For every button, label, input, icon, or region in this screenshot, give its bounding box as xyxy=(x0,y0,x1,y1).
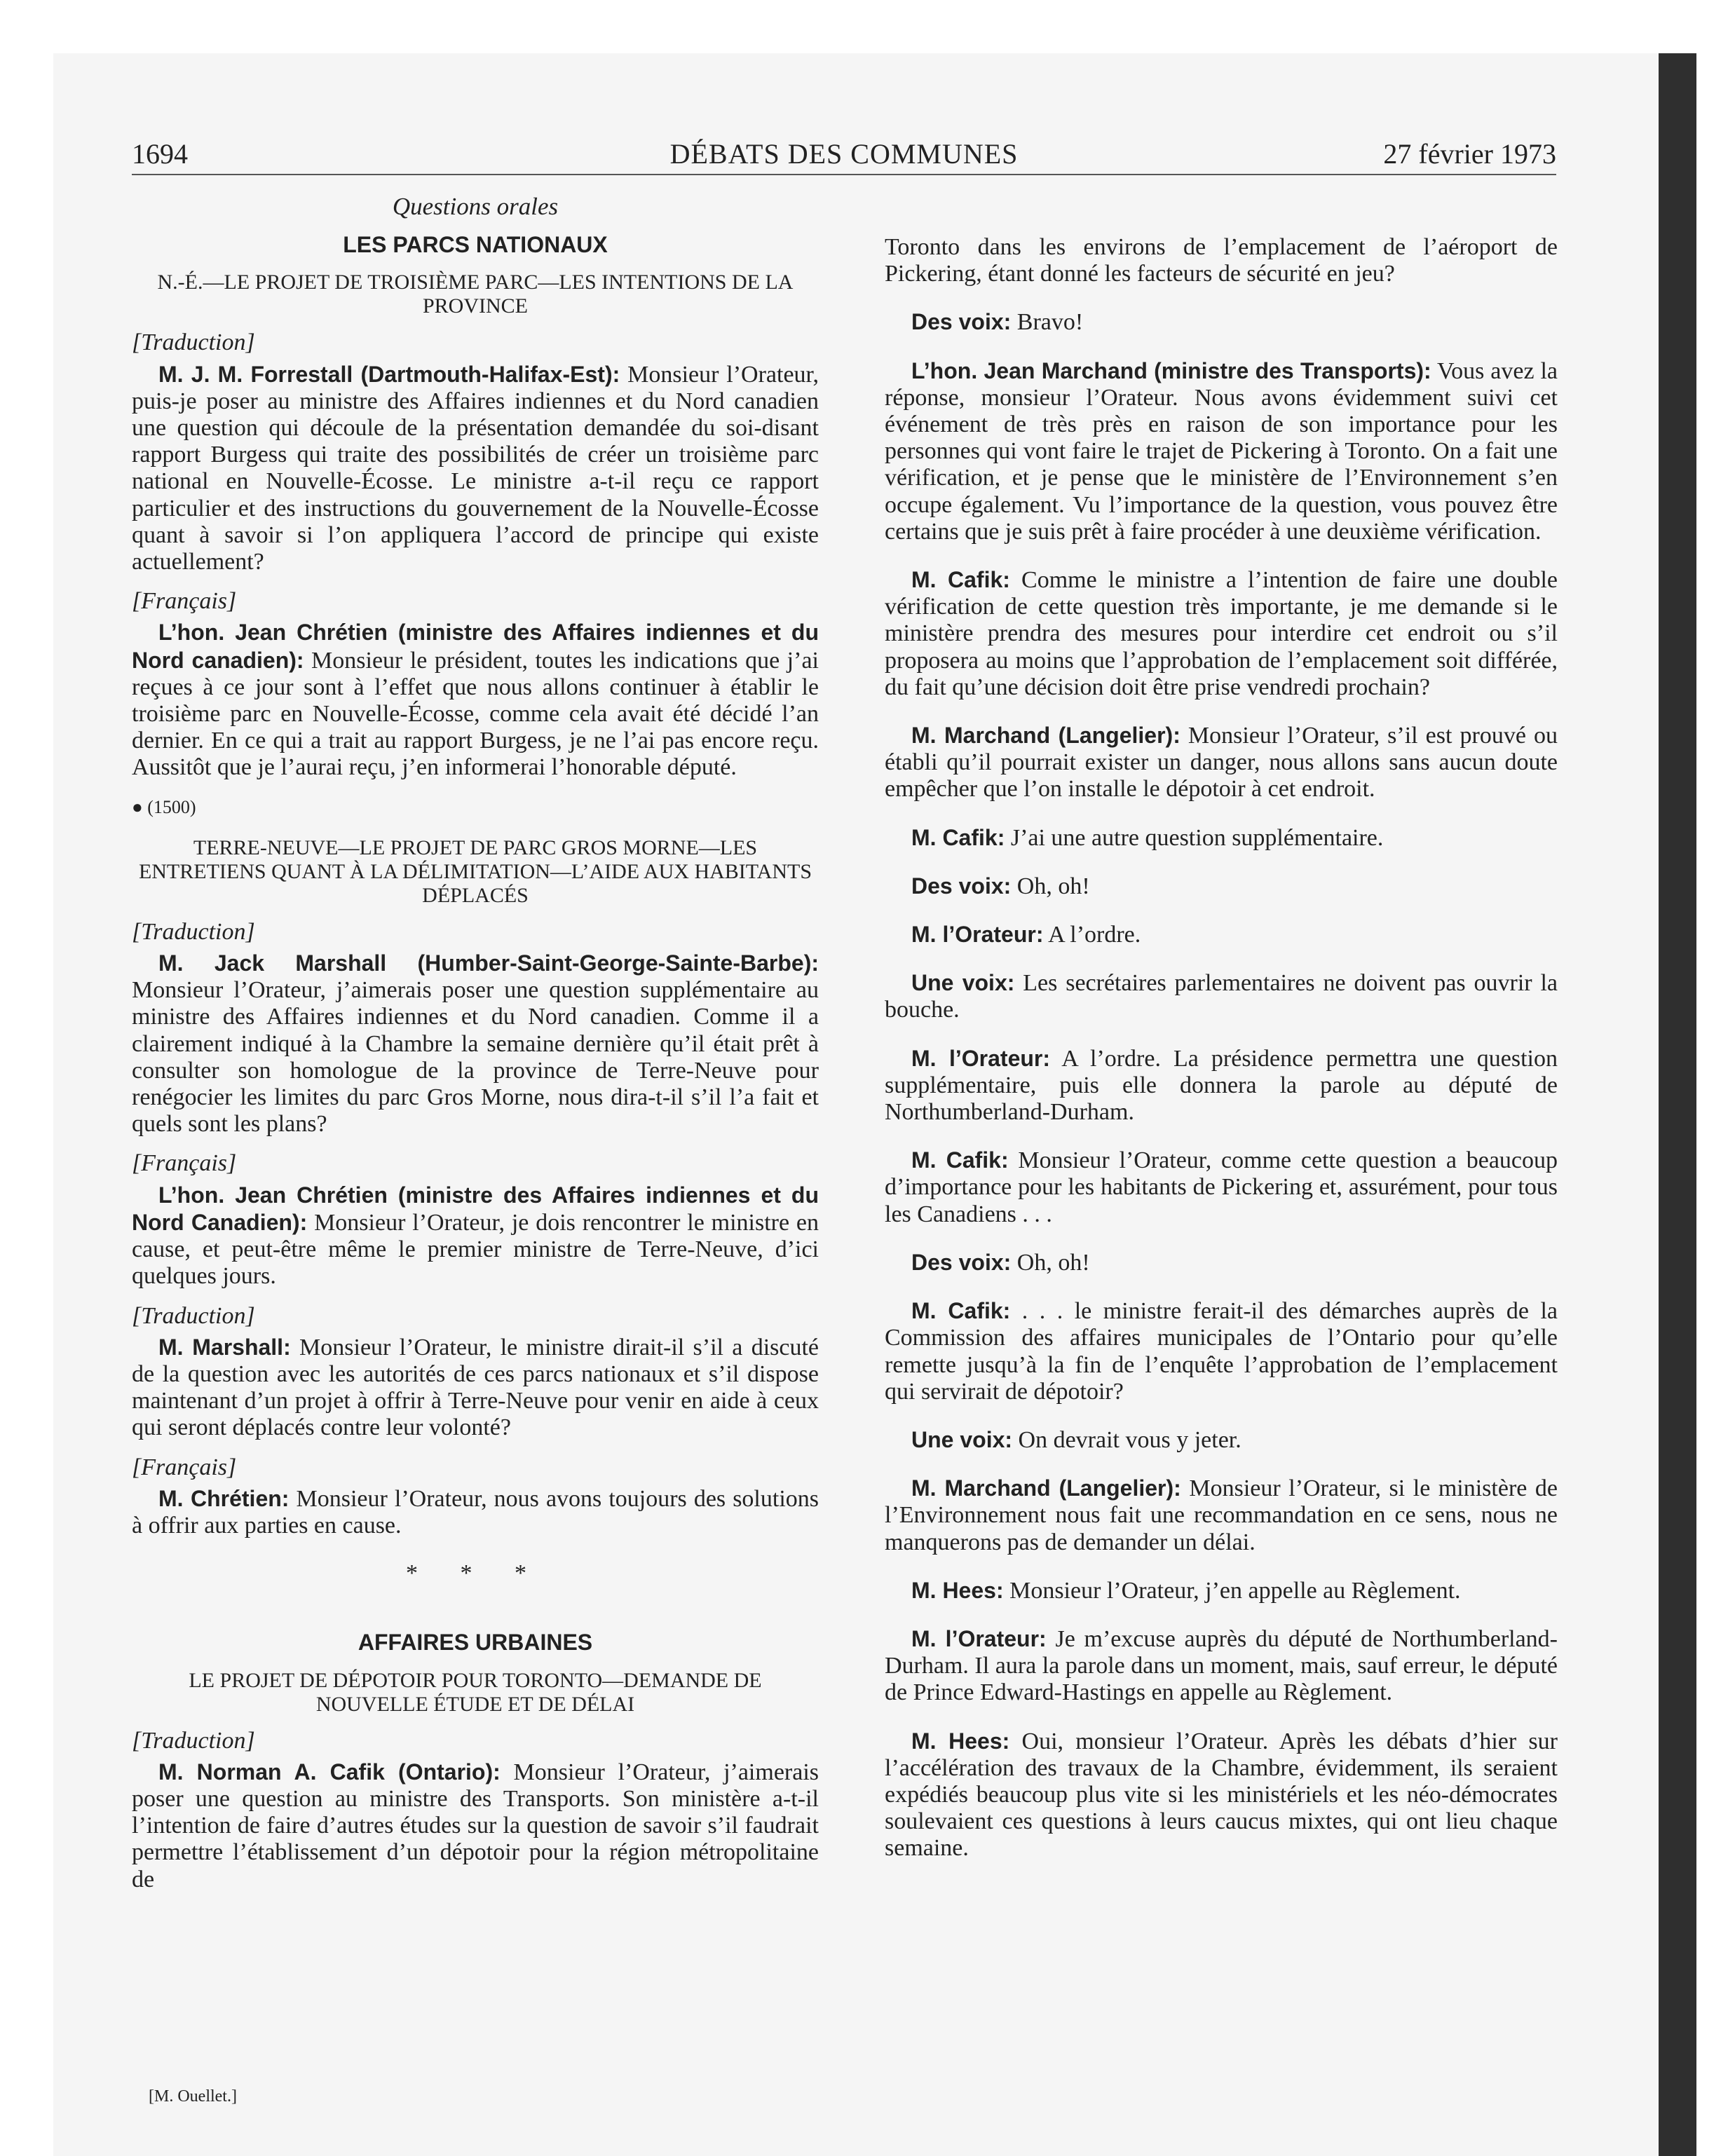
language-tag: [Français] xyxy=(132,588,237,615)
speech-r16 xyxy=(885,1625,1558,1707)
publication-title: DÉBATS DES COMMUNES xyxy=(669,138,1019,170)
subheading-depotoir: LE PROJET DE DÉPOTOIR POUR TORONTO—DEMANDE DE NOUVELLE ÉTUDE ET DE DÉLAI xyxy=(189,1668,762,1716)
speech-marshall-1 xyxy=(132,950,819,1138)
speech-text: . . . le ministre ferait-il des démarches auprès de la Commission des affaires municipales de l’Ontario pour qu’elle remette jusqu’à la fin de l’enquête l’approbation de l’emplacement qui servirait de dépotoir? xyxy=(885,1298,1558,1405)
left-column xyxy=(132,193,819,1906)
speech-r9 xyxy=(885,1045,1558,1126)
speech-text: Monsieur l’Orateur, si le ministère de l’Environnement nous fait une recommandation en ce sens, nous ne manquerons pas de demander un délai. xyxy=(885,1475,1558,1555)
language-tag: [Traduction] xyxy=(132,918,255,945)
speech-text: Monsieur l’Orateur, j’en appelle au Règlement. xyxy=(1003,1577,1461,1604)
speaker-name: M. Chrétien: xyxy=(158,1485,290,1511)
section-separator: * * * xyxy=(406,1560,545,1587)
speaker-name: M. Cafik: xyxy=(911,567,1010,593)
speaker-name: M. Hees: xyxy=(911,1577,1004,1603)
speech-text: Oh, oh! xyxy=(1011,873,1090,899)
speech-r3 xyxy=(885,566,1558,701)
subheading-ne: N.-É.—LE PROJET DE TROISIÈME PARC—LES INTENTIONS DE LA PROVINCE xyxy=(157,271,794,318)
speech-text: Monsieur l’Orateur, le ministre dirait-il s’il a discuté de la question avec les autorités de ces parcs nationaux et s’il dispose maintenant d’un projet à offrir à Terre-Neuve pour venir en aide à ceux qui seront déplacés contre leur volonté? xyxy=(132,1334,819,1441)
page-footer-note: [M. Ouellet.] xyxy=(149,2087,237,2106)
speech-text: A l’ordre. xyxy=(1043,922,1141,948)
speech-text: Monsieur l’Orateur, puis-je poser au ministre des Affaires indiennes et du Nord canadien une question qui découle de la présentation demandée du soi-disant rapport Burgess qui traite des possibilités de créer un troisième parc national en Nouvelle-Écosse. Le ministre a-t-il reçu ce rapport particulier et des instructions du gouvernement de la Nouvelle-Écosse quant à savoir si l’on appliquera l’accord de principe qui existe actuellement? xyxy=(132,361,819,575)
heading-affaires-urbaines: AFFAIRES URBAINES xyxy=(358,1630,593,1656)
speech-r17 xyxy=(885,1728,1558,1862)
speaker-name: Des voix: xyxy=(911,873,1012,899)
speaker-name: Une voix: xyxy=(911,1426,1013,1452)
page-number: 1694 xyxy=(132,138,188,170)
speaker-name: Des voix: xyxy=(911,309,1012,335)
speech-chretien-1 xyxy=(132,619,819,781)
speech-text: Oui, monsieur l’Orateur. Après les débats d’hier sur l’accélération des travaux de la Chambre, évidemment, ils seraient expédiés beaucoup plus vite si les ministériels et les néo-démocrates soulevaient ces questions à leurs caucus mixtes, qui ont lieu chaque semaine. xyxy=(885,1728,1558,1862)
speaker-name: M. l’Orateur: xyxy=(911,1625,1047,1651)
speech-text: Bravo! xyxy=(1011,309,1084,336)
speaker-name: Une voix: xyxy=(911,970,1015,996)
speaker-name: M. Marshall: xyxy=(158,1334,291,1360)
speaker-name: M. Hees: xyxy=(911,1728,1010,1754)
speaker-name: L’hon. Jean Marchand (ministre des Transports): xyxy=(911,357,1431,383)
speech-text: A l’ordre. La présidence permettra une question supplémentaire, puis elle donnera la parole au député de Northumberland-Durham. xyxy=(885,1045,1558,1126)
subheading-terre-neuve: TERRE-NEUVE—LE PROJET DE PARC GROS MORNE—LES ENTRETIENS QUANT À LA DÉLIMITATION—L’AIDE AUX HABITANTS DÉPLACÉS xyxy=(138,835,812,907)
speaker-name: M. J. M. Forrestall (Dartmouth-Halifax-Est): xyxy=(158,361,620,387)
language-tag: [Français] xyxy=(132,1454,237,1480)
speech-chretien-2 xyxy=(132,1182,819,1290)
speaker-name: L’hon. Jean Chrétien (ministre des Affaires indiennes et du Nord canadien): xyxy=(132,620,819,673)
speech-text: Monsieur l’Orateur, s’il est prouvé ou établi qu’il pourrait exister un danger, nous allons sans aucun doute empêcher que l’on installe le dépotoir à cet endroit. xyxy=(885,723,1558,803)
page-header xyxy=(132,137,1556,175)
speech-text: Monsieur l’Orateur, nous avons toujours des solutions à offrir aux parties en cause. xyxy=(132,1485,819,1538)
speaker-name: M. Jack Marshall (Humber-Saint-George-Sainte-Barbe): xyxy=(158,950,819,976)
scan-edge xyxy=(1659,53,1696,2156)
speech-r5 xyxy=(885,824,1558,852)
speaker-name: M. Cafik: xyxy=(911,824,1005,850)
right-column xyxy=(885,234,1558,1883)
speech-text: Monsieur le président, toutes les indications que j’ai reçues à ce jour sont à l’effet que nous allons continuer à établir le troisième parc en Nouvelle-Écosse, comme cela avait été décidé l’an dernier. En ce qui a trait au rapport Burgess, je ne l’ai pas encore reçu. Aussitôt que je l’aurai reçu, j’en informerai l’honorable député. xyxy=(132,647,819,781)
speaker-name: Des voix: xyxy=(911,1249,1012,1275)
speech-r2 xyxy=(885,357,1558,545)
speech-r4 xyxy=(885,722,1558,803)
time-marker: ● (1500) xyxy=(132,796,196,817)
speech-r15 xyxy=(885,1577,1558,1604)
language-tag: [Français] xyxy=(132,1150,237,1177)
speech-marshall-2 xyxy=(132,1334,819,1442)
speaker-name: M. l’Orateur: xyxy=(911,922,1044,948)
speech-text: Comme le ministre a l’intention de faire une double vérification de cette question très importante, je me demande si le ministère prendra des mesures pour interdire cet endroit ou s’il proposera au moins que l’approbation de l’emplacement soit différée, du fait qu’une décision doit être prise vendredi prochain? xyxy=(885,567,1558,700)
speech-text: Oh, oh! xyxy=(1011,1249,1090,1276)
speaker-name: M. Norman A. Cafik (Ontario): xyxy=(158,1759,501,1785)
section-label: Questions orales xyxy=(392,193,559,220)
speech-text: Monsieur l’Orateur, j’aimerais poser une question au ministre des Transports. Son ministère a-t-il l’intention de faire d’autres études sur la question de savoir s’il faudrait permettre l’établissement d’un dépotoir pour la région métropolitaine de xyxy=(132,1759,819,1892)
speech-continuation: Toronto dans les environs de l’emplacement de l’aéroport de Pickering, étant donné les facteurs de sécurité en jeu? xyxy=(885,234,1558,287)
speaker-name: M. Cafik: xyxy=(911,1147,1009,1173)
speaker-name: M. Marchand (Langelier): xyxy=(911,723,1181,749)
language-tag: [Traduction] xyxy=(132,329,255,356)
speech-text: On devrait vous y jeter. xyxy=(1012,1426,1241,1453)
speech-text: Les secrétaires parlementaires ne doivent pas ouvrir la bouche. xyxy=(885,970,1558,1023)
speech-text: Monsieur l’Orateur, j’aimerais poser une question supplémentaire au ministre des Affaires indiennes et du Nord canadien. Comme il a clairement indiqué à la Chambre la semaine dernière qu’il était prêt à consulter son homologue de la province de Terre-Neuve pour renégocier les limites du parc Gros Morne, nous dira-t-il s’il l’a fait et quels sont les plans? xyxy=(132,977,819,1138)
speaker-name: M. Marchand (Langelier): xyxy=(911,1475,1181,1501)
speech-r11 xyxy=(885,1249,1558,1276)
speech-r10 xyxy=(885,1147,1558,1228)
heading-parcs: LES PARCS NATIONAUX xyxy=(343,232,608,258)
publication-date: 27 février 1973 xyxy=(1383,138,1556,170)
speech-r1 xyxy=(885,308,1558,336)
speech-chretien-3 xyxy=(132,1485,819,1539)
speech-r13 xyxy=(885,1426,1558,1454)
speech-forrestall xyxy=(132,361,819,576)
speaker-name: M. l’Orateur: xyxy=(911,1045,1051,1071)
speaker-name: L’hon. Jean Chrétien (ministre des Affaires indiennes et du Nord Canadien): xyxy=(132,1182,819,1235)
speech-r7 xyxy=(885,921,1558,948)
speech-text: Monsieur l’Orateur, comme cette question a beaucoup d’importance pour les habitants de Pickering et, assurément, pour tous les Canadiens . . . xyxy=(885,1147,1558,1227)
speech-r6 xyxy=(885,873,1558,900)
speech-text: Je m’excuse auprès du député de Northumberland-Durham. Il aura la parole dans un moment, mais, sauf erreur, le député de Prince Edward-Hastings en appelle au Règlement. xyxy=(885,1625,1558,1706)
language-tag: [Traduction] xyxy=(132,1302,255,1329)
language-tag: [Traduction] xyxy=(132,1727,255,1754)
speech-text: Monsieur l’Orateur, je dois rencontrer le ministre en cause, et peut-être même le premier ministre de Terre-Neuve, d’ici quelques jours. xyxy=(132,1209,819,1290)
speech-r14 xyxy=(885,1475,1558,1556)
speech-r8 xyxy=(885,969,1558,1023)
speech-cafik-1 xyxy=(132,1759,819,1893)
speech-text: Vous avez la réponse, monsieur l’Orateur. Nous avons évidemment suivi cet événement de très près en raison de son importance pour les personnes qui vont faire le trajet de Pickering à Toronto. On a fait une vérification, et je pense que le ministère de l’Environnement s’en occupe également. Vu l’importance de la question, vous pouvez être certains que je suis prêt à faire procéder à une deuxième vérification. xyxy=(885,357,1558,545)
speech-text: J’ai une autre question supplémentaire. xyxy=(1005,824,1384,851)
speech-r12 xyxy=(885,1297,1558,1405)
speaker-name: M. Cafik: xyxy=(911,1298,1011,1324)
